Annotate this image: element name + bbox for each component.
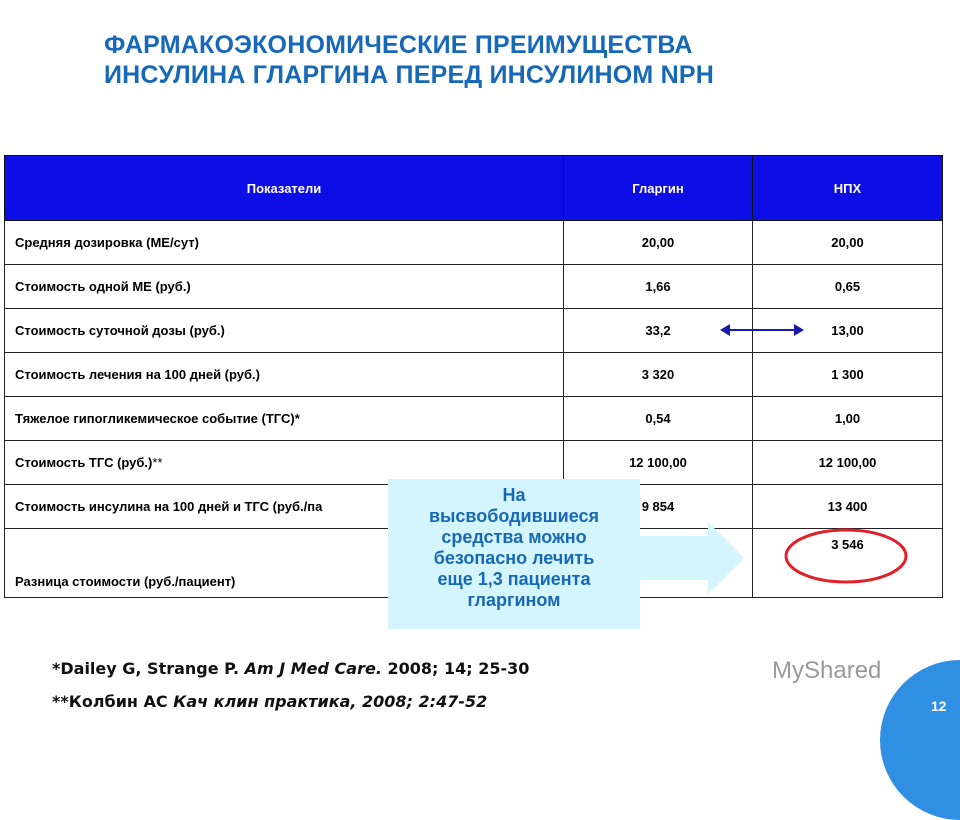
row-label <box>5 441 564 485</box>
slide-title <box>104 30 884 90</box>
glargine-value: 1,66 <box>564 265 753 309</box>
highlight-ellipse-icon <box>782 527 910 585</box>
ref1-authors: *Dailey G, Strange P. <box>52 659 245 678</box>
double-arrow-icon <box>718 318 806 342</box>
nph-value: 20,00 <box>753 221 943 265</box>
callout-box <box>388 479 640 629</box>
page-number-badge <box>880 660 960 820</box>
glargine-value: 3 320 <box>564 353 753 397</box>
row-label-text: Тяжелое гипогликемическое событие (ТГС) <box>15 411 295 426</box>
callout-line: еще 1,3 пациента <box>437 569 591 589</box>
right-arrow-icon <box>640 522 746 594</box>
table-row <box>5 441 943 485</box>
table-row <box>5 221 943 265</box>
footnote-mark: ** <box>152 455 163 470</box>
title-line-1: ФАРМАКОЭКОНОМИЧЕСКИЕ ПРЕИМУЩЕСТВА <box>104 31 693 59</box>
table-row <box>5 265 943 309</box>
footnote-mark: * <box>294 411 300 426</box>
glargine-value: 33,2 <box>564 309 753 353</box>
references <box>52 658 529 724</box>
header-glargine: Гларгин <box>564 156 753 221</box>
row-label: Стоимость инсулина на 100 дней и ТГС (руб./па <box>5 485 564 529</box>
nph-value: 0,65 <box>753 265 943 309</box>
table-header-row <box>5 156 943 221</box>
table-row <box>5 397 943 441</box>
row-label: Средняя дозировка (МЕ/сут) <box>5 221 564 265</box>
row-label: Стоимость лечения на 100 дней (руб.) <box>5 353 564 397</box>
title-line-2: ИНСУЛИНА ГЛАРГИНА ПЕРЕД ИНСУЛИНОМ NPH <box>104 61 714 89</box>
nph-value: 1,00 <box>753 397 943 441</box>
ref1-journal: Am J Med Care. <box>244 659 382 678</box>
glargine-value: 0,54 <box>564 397 753 441</box>
header-indicators: Показатели <box>5 156 564 221</box>
glargine-value: 12 100,00 <box>564 441 753 485</box>
callout-line: На <box>502 485 526 505</box>
nph-value: 3 546 <box>753 529 943 598</box>
myshared-logo <box>768 653 882 689</box>
callout-line: гларгином <box>467 590 561 610</box>
page-number: 12 <box>931 698 947 714</box>
glargine-value: 20,00 <box>564 221 753 265</box>
nph-value: 13,00 <box>753 309 943 353</box>
table-row <box>5 353 943 397</box>
nph-value: 1 300 <box>753 353 943 397</box>
row-label: Стоимость суточной дозы (руб.) <box>5 309 564 353</box>
row-label <box>5 397 564 441</box>
callout-line: высвободившиеся <box>428 506 600 526</box>
row-label: Разница стоимости (руб./пациент) <box>5 529 564 598</box>
ref2-authors: **Колбин АС <box>52 692 174 711</box>
callout-line: средства можно <box>441 527 587 547</box>
row-label-text: Стоимость ТГС (руб.) <box>15 455 153 470</box>
reference-2 <box>52 691 529 724</box>
row-label: Стоимость одной МЕ (руб.) <box>5 265 564 309</box>
reference-1 <box>52 658 529 691</box>
ref1-details: 2008; 14; 25-30 <box>381 659 530 678</box>
glargine-value: 9 854 <box>564 485 753 529</box>
nph-value: 12 100,00 <box>753 441 943 485</box>
header-nph: НПХ <box>753 156 943 221</box>
callout-line: безопасно лечить <box>433 548 595 568</box>
nph-value: 13 400 <box>753 485 943 529</box>
ref2-journal: Кач клин практика, 2008; 2:47-52 <box>173 692 488 711</box>
logo-text: MyShared <box>772 657 882 684</box>
